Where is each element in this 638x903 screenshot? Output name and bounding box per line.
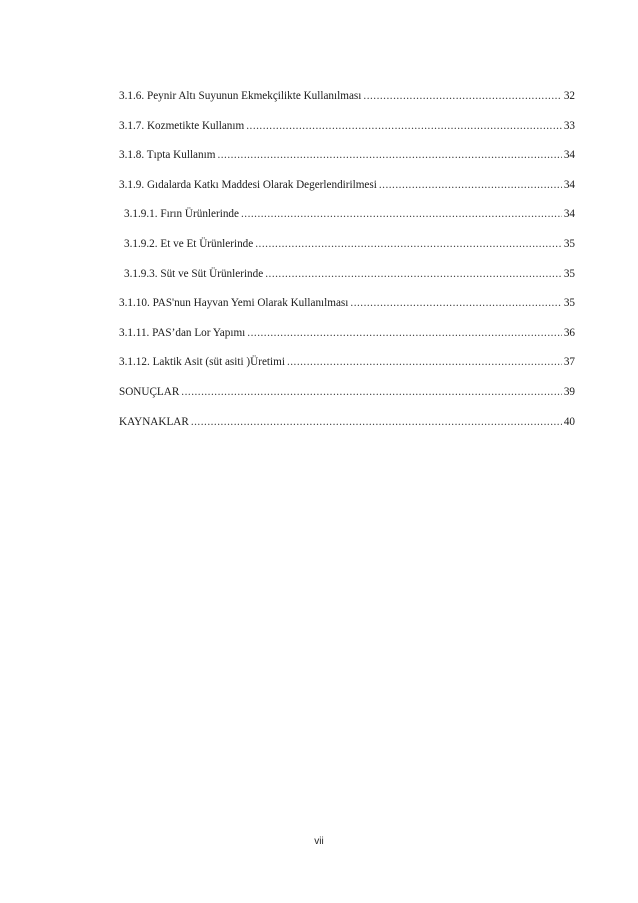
toc-entry-title: 3.1.7. Kozmetikte Kullanım bbox=[119, 119, 245, 132]
toc-subentry[interactable] bbox=[119, 208, 575, 238]
toc-entry-page: 35 bbox=[563, 267, 575, 280]
toc-dot-leader bbox=[265, 268, 562, 280]
toc-dot-leader bbox=[246, 120, 562, 132]
toc-entry-page: 33 bbox=[563, 119, 575, 132]
toc-entry-title: 3.1.10. PAS'nun Hayvan Yemi Olarak Kullanılması bbox=[119, 297, 349, 310]
toc-entry-title: 3.1.9.1. Fırın Ürünlerinde bbox=[124, 208, 239, 221]
toc-dot-leader bbox=[217, 149, 561, 161]
toc-entry-title: SONUÇLAR bbox=[119, 385, 180, 398]
toc-entry-title: 3.1.11. PAS’dan Lor Yapımı bbox=[119, 326, 246, 339]
toc-entry-title: 3.1.9.2. Et ve Et Ürünlerinde bbox=[124, 237, 254, 250]
toc-entry-page: 32 bbox=[563, 90, 575, 102]
toc-dot-leader bbox=[247, 327, 562, 339]
toc-entry-title: 3.1.6. Peynir Altı Suyunun Ekmekçilikte Kullanılması bbox=[119, 90, 362, 102]
toc-dot-leader bbox=[363, 90, 561, 102]
toc-dot-leader bbox=[241, 208, 562, 220]
toc-entry-page: 39 bbox=[563, 385, 575, 398]
toc-dot-leader bbox=[350, 297, 561, 309]
table-of-contents bbox=[119, 90, 575, 445]
toc-dot-leader bbox=[191, 416, 562, 428]
page-number: vii bbox=[314, 836, 324, 847]
toc-dot-leader bbox=[287, 356, 562, 368]
toc-subentry[interactable] bbox=[119, 238, 575, 268]
toc-entry[interactable] bbox=[119, 179, 575, 209]
toc-subentry[interactable] bbox=[119, 268, 575, 298]
toc-entry-title: 3.1.12. Laktik Asit (süt asiti )Üretimi bbox=[119, 356, 285, 369]
toc-entry[interactable] bbox=[119, 149, 575, 179]
toc-dot-leader bbox=[255, 238, 562, 250]
toc-dot-leader bbox=[379, 179, 562, 191]
toc-entry-page: 34 bbox=[563, 149, 575, 162]
toc-entry[interactable] bbox=[119, 297, 575, 327]
toc-entry-page: 35 bbox=[563, 297, 575, 310]
toc-entry[interactable] bbox=[119, 386, 575, 416]
toc-entry-title: KAYNAKLAR bbox=[119, 415, 189, 428]
toc-entry[interactable] bbox=[119, 120, 575, 150]
toc-entry[interactable] bbox=[119, 327, 575, 357]
toc-entry[interactable] bbox=[119, 416, 575, 446]
toc-entry-page: 34 bbox=[563, 208, 575, 221]
toc-entry-page: 40 bbox=[563, 415, 575, 428]
toc-entry-title: 3.1.8. Tıpta Kullanım bbox=[119, 149, 216, 162]
toc-entry[interactable] bbox=[119, 90, 575, 120]
toc-entry-page: 35 bbox=[563, 237, 575, 250]
toc-entry-page: 37 bbox=[563, 356, 575, 369]
toc-entry-title: 3.1.9.3. Süt ve Süt Ürünlerinde bbox=[124, 267, 264, 280]
toc-entry-page: 36 bbox=[563, 326, 575, 339]
toc-dot-leader bbox=[181, 386, 562, 398]
toc-entry-page: 34 bbox=[563, 178, 575, 191]
toc-entry-title: 3.1.9. Gıdalarda Katkı Maddesi Olarak Degerlendirilmesi bbox=[119, 178, 377, 191]
toc-entry[interactable] bbox=[119, 356, 575, 386]
